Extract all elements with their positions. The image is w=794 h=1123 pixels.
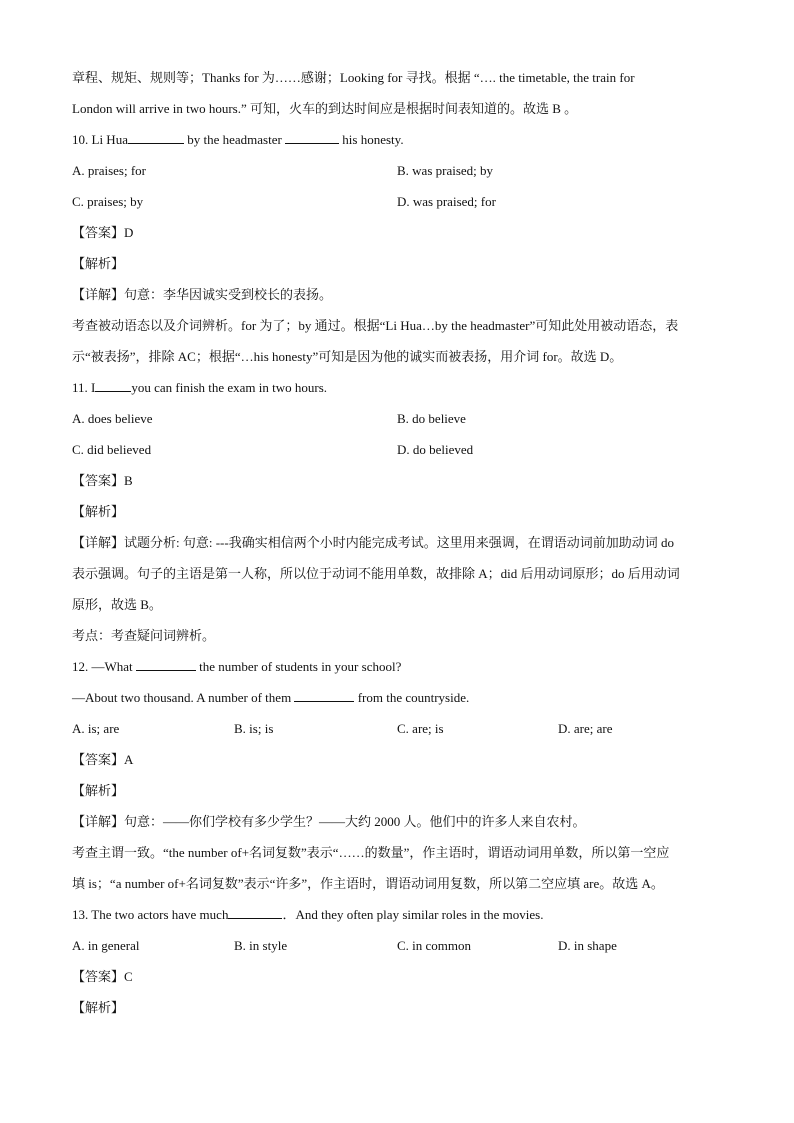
option-c: C. praises; by [72,194,144,209]
option-d: D. do believed [397,442,474,457]
question-13-options [72,930,732,961]
question-13 [72,899,732,930]
detail-line: 考查被动语态以及介词辨析。for 为了；by 通过。根据“Li Hua…by the headmaster”可知此处用被动语态，表 [72,318,679,333]
question-12-suffix: from the countryside. [354,690,470,705]
option-b: B. is; is [234,721,274,736]
question-10-suffix: his honesty. [339,132,404,147]
answer-blank [294,689,354,702]
analysis-label: 【解析】 [72,504,125,519]
question-10-mid: by the headmaster [183,132,286,147]
option-c: C. did believed [72,442,152,457]
detail-line: 原形，故选 B。 [72,597,162,612]
answer-blank [285,131,339,144]
question-11-prefix: 11. I [72,380,96,395]
question-10-prefix: 10. Li Hua [72,132,128,147]
document-page [72,62,732,1023]
key-point-line: 考点：考查疑问词辨析。 [72,628,216,643]
answer-label: 【答案】D [72,225,134,240]
option-b: B. do believe [397,411,466,426]
option-a: A. praises; for [72,163,147,178]
option-d: D. was praised; for [397,194,496,209]
answer-label: 【答案】C [72,969,133,984]
question-12-prefix: 12. —What [72,659,136,674]
detail-line: 【详解】句意：李华因诚实受到校长的表扬。 [72,287,333,302]
intro-line-1: 章程、规矩、规则等；Thanks for 为……感谢；Looking for 寻找。根据 “…. the timetable, the train for [72,70,635,85]
intro-line-2: London will arrive in two hours.” 可知，火车的到达时间应是根据时间表知道的。故选 B 。 [72,101,578,116]
answer-blank [136,658,196,671]
detail-line: 考查主谓一致。“the number of+名词复数”表示“……的数量”，作主语时，谓语动词用单数，所以第一空应 [72,845,670,860]
question-13-suffix: ．And they often play similar roles in the movies. [282,907,544,922]
question-12-prefix: —About two thousand. A number of them [72,690,295,705]
analysis-label: 【解析】 [72,1000,125,1015]
question-13-prefix: 13. The two actors have much [72,907,229,922]
question-10-options-row-1 [72,155,732,186]
option-b: B. in style [234,938,288,953]
detail-line: 【详解】试题分析: 句意: ---我确实相信两个小时内能完成考试。这里用来强调，在谓语动词前加助动词 do [72,535,674,550]
option-a: A. in general [72,938,140,953]
option-c: C. are; is [397,721,444,736]
question-11-options-row-2 [72,434,732,465]
question-12-line-2 [72,682,732,713]
answer-label: 【答案】A [72,752,134,767]
option-a: A. is; are [72,721,120,736]
question-10-options-row-2 [72,186,732,217]
question-11 [72,372,732,403]
detail-line: 【详解】句意：——你们学校有多少学生？——大约 2000 人。他们中的许多人来自农村。 [72,814,586,829]
answer-label: 【答案】B [72,473,133,488]
answer-blank [228,906,282,919]
option-c: C. in common [397,938,472,953]
question-12-suffix: the number of students in your school? [195,659,402,674]
question-10 [72,124,732,155]
detail-line: 示“被表扬”，排除 AC；根据“…his honesty”可知是因为他的诚实而被表扬，用介词 for。故选 D。 [72,349,623,364]
analysis-label: 【解析】 [72,256,125,271]
option-b: B. was praised; by [397,163,494,178]
analysis-label: 【解析】 [72,783,125,798]
question-11-suffix: you can finish the exam in two hours. [131,380,328,395]
question-12-line-1 [72,651,732,682]
option-d: D. in shape [558,938,617,953]
answer-blank [128,131,184,144]
option-a: A. does believe [72,411,153,426]
question-12-options [72,713,732,744]
detail-line: 填 is；“a number of+名词复数”表示“许多”，作主语时，谓语动词用复数，所以第二空应填 are。故选 A。 [72,876,664,891]
question-11-options-row-1 [72,403,732,434]
answer-blank [95,379,131,392]
option-d: D. are; are [558,721,613,736]
detail-line: 表示强调。句子的主语是第一人称，所以位于动词不能用单数，故排除 A；did 后用动词原形；do 后用动词 [72,566,680,581]
